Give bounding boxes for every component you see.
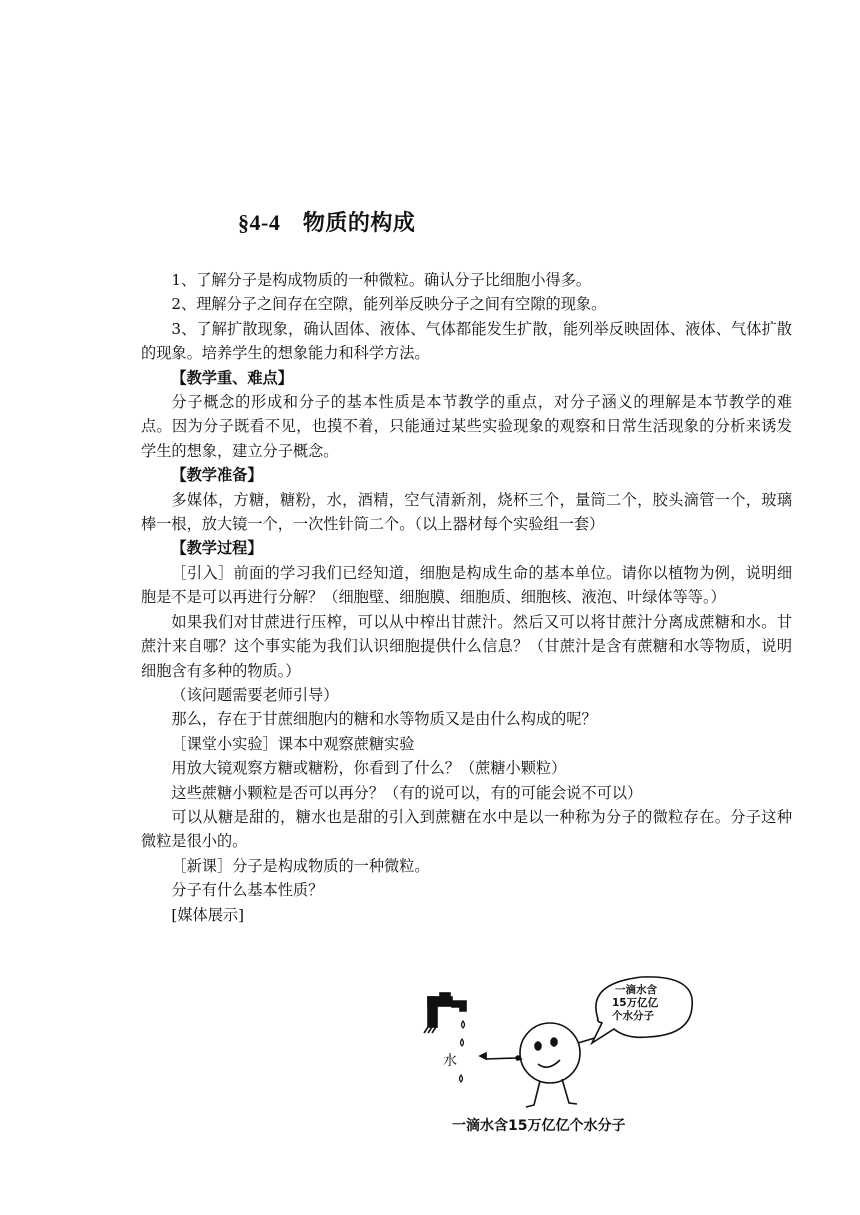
heading-key-points: 【教学重、难点】 xyxy=(171,368,293,387)
process-sugarcane: 如果我们对甘蔗进行压榨，可以从中榨出甘蔗汁。然后又可以将甘蔗汁分离成蔗糖和水。甘蔗汁来自哪？这个事实能为我们认识细胞提供什么信息？（甘蔗汁是含有蔗糖和水等物质，说明细胞含有多种的物质。） xyxy=(141,612,792,680)
water-label: 水 xyxy=(443,1053,457,1069)
water-molecule-illustration xyxy=(412,975,702,1140)
arrow-icon xyxy=(480,1053,520,1060)
preparation-text: 多媒体，方糖，糖粉，水，酒精，空气清新剂，烧杯三个，量筒二个，胶头滴管一个，玻璃棒一根，放大镜一个，一次性针筒二个。（以上器材每个实验组一套） xyxy=(141,490,792,534)
bubble-line-3: 个水分子 xyxy=(612,1010,654,1022)
process-intro: ［引入］前面的学习我们已经知道，细胞是构成生命的基本单位。请你以植物为例，说明细胞是不是可以再进行分解？（细胞壁、细胞膜、细胞质、细胞核、液泡、叶绿体等等。） xyxy=(141,563,792,607)
water-molecule-figure xyxy=(412,975,702,1140)
process-molecule-intro: 可以从糖是甜的，糖水也是甜的引入到蔗糖在水中是以一种称为分子的微粒存在。分子这种微粒是很小的。 xyxy=(141,807,792,851)
process-question: 那么，存在于甘蔗细胞内的糖和水等物质又是由什么构成的呢？ xyxy=(171,710,597,729)
process-teacher-note: （该问题需要老师引导） xyxy=(171,685,339,704)
faucet-icon xyxy=(424,993,466,1033)
section-title: §4-4 物质的构成 xyxy=(238,210,416,235)
bubble-line-1: 一滴水含 xyxy=(615,984,657,996)
objective-3: 3、了解扩散现象，确认固体、液体、气体都能发生扩散，能列举反映固体、液体、气体扩散的现象。培养学生的想象能力和科学方法。 xyxy=(141,319,792,363)
basic-properties-question: 分子有什么基本性质？ xyxy=(171,881,324,900)
bubble-line-2: 15万亿亿 xyxy=(612,997,659,1009)
water-drop-icon xyxy=(460,1021,465,1082)
objective-1: 1、了解分子是构成物质的一种微粒。确认分子比细胞小得多。 xyxy=(171,271,592,289)
molecule-character-icon xyxy=(516,1023,606,1107)
media-display: [媒体展示] xyxy=(171,905,244,924)
key-points-text: 分子概念的形成和分子的基本性质是本节教学的重点，对分子涵义的理解是本节教学的难点。因为分子既看不见，也摸不着，只能通过某些实验现象的观察和日常生活现象的分析来诱发学生的想象，建立分子概念。 xyxy=(141,393,792,460)
process-experiment: ［课堂小实验］课本中观察蔗糖实验 xyxy=(171,734,415,753)
speech-bubble xyxy=(592,977,692,1043)
process-observe: 用放大镜观察方糖或糖粉，你看到了什么？（蔗糖小颗粒） xyxy=(171,759,567,778)
objective-2: 2、理解分子之间存在空隙，能列举反映分子之间有空隙的现象。 xyxy=(171,295,607,314)
heading-preparation: 【教学准备】 xyxy=(171,466,263,485)
process-divisible: 这些蔗糖小颗粒是否可以再分？（有的说可以，有的可能会说不可以） xyxy=(171,783,643,802)
heading-process: 【教学过程】 xyxy=(171,539,263,558)
figure-caption: 一滴水含15万亿亿个水分子 xyxy=(452,1118,626,1134)
document-body xyxy=(141,268,792,927)
new-lesson: ［新课］分子是构成物质的一种微粒。 xyxy=(171,856,430,875)
